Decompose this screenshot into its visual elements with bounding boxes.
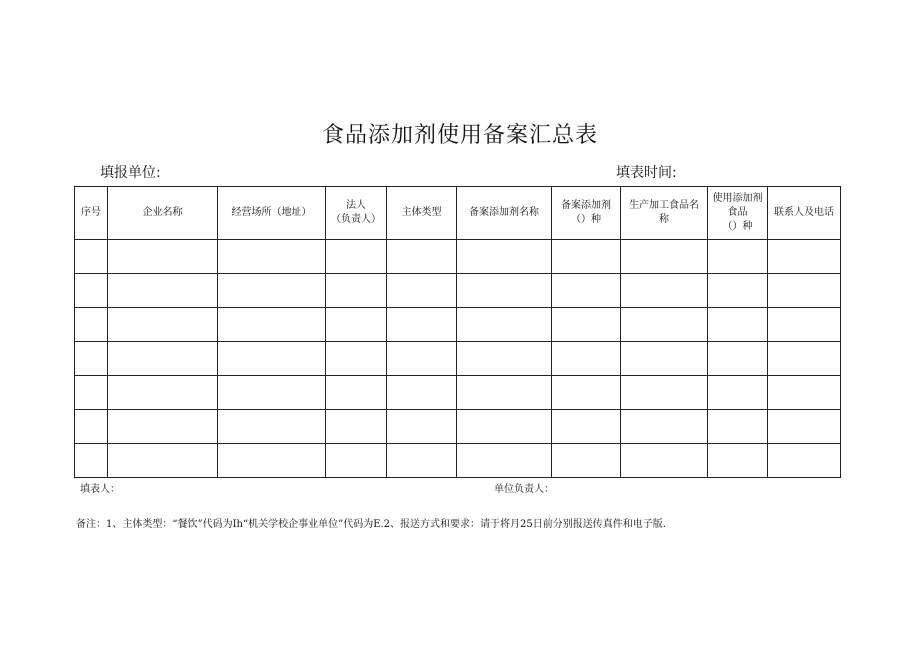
table-cell[interactable] xyxy=(326,444,387,478)
column-header xyxy=(768,187,841,240)
column-header xyxy=(75,187,108,240)
table-cell[interactable] xyxy=(326,342,387,376)
table-cell[interactable] xyxy=(75,376,108,410)
table-cell[interactable] xyxy=(457,274,552,308)
table-cell[interactable] xyxy=(621,342,708,376)
table-cell[interactable] xyxy=(768,444,841,478)
table-cell[interactable] xyxy=(552,342,621,376)
table-cell[interactable] xyxy=(108,444,218,478)
table-cell[interactable] xyxy=(387,444,457,478)
table-cell[interactable] xyxy=(708,240,768,274)
fill-time-label: 填表时间: xyxy=(616,165,677,181)
table-cell[interactable] xyxy=(218,410,326,444)
table-cell[interactable] xyxy=(552,240,621,274)
column-header-line: （）种 xyxy=(571,214,601,225)
table-cell[interactable] xyxy=(108,410,218,444)
table-cell[interactable] xyxy=(621,240,708,274)
table-cell[interactable] xyxy=(326,376,387,410)
table-cell[interactable] xyxy=(708,410,768,444)
table-cell[interactable] xyxy=(768,274,841,308)
column-header xyxy=(708,187,768,240)
table-cell[interactable] xyxy=(457,342,552,376)
filler-label: 填表人： xyxy=(80,484,120,495)
table-cell[interactable] xyxy=(218,444,326,478)
table-cell[interactable] xyxy=(326,274,387,308)
table-cell[interactable] xyxy=(387,376,457,410)
column-header-line: 备案添加剂名称 xyxy=(469,207,539,218)
record-table xyxy=(74,186,841,478)
table-cell[interactable] xyxy=(621,444,708,478)
table-cell[interactable] xyxy=(621,376,708,410)
table-cell[interactable] xyxy=(75,342,108,376)
column-header-line: 法人 xyxy=(346,200,366,211)
table-cell[interactable] xyxy=(387,342,457,376)
column-header-line: 食品 xyxy=(727,207,748,218)
column-header-line: 主体类型 xyxy=(401,207,442,218)
table-cell[interactable] xyxy=(218,342,326,376)
leader-label: 单位负责人： xyxy=(494,484,554,495)
table-cell[interactable] xyxy=(387,274,457,308)
table-cell[interactable] xyxy=(108,274,218,308)
table-row xyxy=(75,342,841,376)
table-cell[interactable] xyxy=(218,308,326,342)
table-row xyxy=(75,444,841,478)
table-cell[interactable] xyxy=(708,376,768,410)
table-cell[interactable] xyxy=(768,342,841,376)
table-row xyxy=(75,308,841,342)
table-cell[interactable] xyxy=(108,240,218,274)
column-header-line: 称 xyxy=(659,214,669,225)
table-cell[interactable] xyxy=(552,444,621,478)
column-header-line: 企业名称 xyxy=(142,207,183,218)
column-header xyxy=(108,187,218,240)
table-cell[interactable] xyxy=(75,444,108,478)
column-header-line: 备案添加剂 xyxy=(561,200,611,211)
table-cell[interactable] xyxy=(326,308,387,342)
column-header xyxy=(552,187,621,240)
remark-note: 备注：1、主体类型：“餐饮”代码为Ih“机关学校企事业单位”代码为E.2、报送方式和要求：请于将月25日前分别报送传真件和电子版. xyxy=(76,519,666,530)
column-header xyxy=(457,187,552,240)
fill-unit-label: 填报单位: xyxy=(100,165,161,181)
table-cell[interactable] xyxy=(218,274,326,308)
column-header xyxy=(387,187,457,240)
table-cell[interactable] xyxy=(768,410,841,444)
table-cell[interactable] xyxy=(75,240,108,274)
table-cell[interactable] xyxy=(457,240,552,274)
table-cell[interactable] xyxy=(457,410,552,444)
table-cell[interactable] xyxy=(552,410,621,444)
table-cell[interactable] xyxy=(552,308,621,342)
table-row xyxy=(75,240,841,274)
table-cell[interactable] xyxy=(108,308,218,342)
table-cell[interactable] xyxy=(326,410,387,444)
table-cell[interactable] xyxy=(768,308,841,342)
table-cell[interactable] xyxy=(108,376,218,410)
table-cell[interactable] xyxy=(708,444,768,478)
table-cell[interactable] xyxy=(621,308,708,342)
column-header xyxy=(326,187,387,240)
table-cell[interactable] xyxy=(218,376,326,410)
column-header xyxy=(218,187,326,240)
column-header-line: 生产加工食品名 xyxy=(629,200,699,211)
table-cell[interactable] xyxy=(326,240,387,274)
column-header-line: 使用添加剂 xyxy=(712,193,763,204)
table-body xyxy=(75,240,841,478)
table-header-row xyxy=(75,187,841,240)
table-cell[interactable] xyxy=(621,410,708,444)
column-header xyxy=(621,187,708,240)
column-header-line: 联系人及电话 xyxy=(774,207,834,218)
table-cell[interactable] xyxy=(457,308,552,342)
column-header-line: （）种 xyxy=(722,221,753,232)
table-cell[interactable] xyxy=(708,342,768,376)
table-cell[interactable] xyxy=(218,240,326,274)
table-cell[interactable] xyxy=(75,274,108,308)
column-header-line: （负责人） xyxy=(331,214,381,225)
table-cell[interactable] xyxy=(75,308,108,342)
table-cell[interactable] xyxy=(387,308,457,342)
table-cell[interactable] xyxy=(457,376,552,410)
table-cell[interactable] xyxy=(75,410,108,444)
table-row xyxy=(75,376,841,410)
table-cell[interactable] xyxy=(457,444,552,478)
table-cell[interactable] xyxy=(708,308,768,342)
page-title: 食品添加剂使用备案汇总表 xyxy=(321,123,598,148)
table-cell[interactable] xyxy=(708,274,768,308)
table-cell[interactable] xyxy=(387,410,457,444)
table-row xyxy=(75,274,841,308)
table-cell[interactable] xyxy=(387,240,457,274)
table-cell[interactable] xyxy=(768,240,841,274)
table-cell[interactable] xyxy=(108,342,218,376)
column-header-line: 序号 xyxy=(81,207,101,218)
table-cell[interactable] xyxy=(552,376,621,410)
table-cell[interactable] xyxy=(621,274,708,308)
table-cell[interactable] xyxy=(552,274,621,308)
table-cell[interactable] xyxy=(768,376,841,410)
column-header-line: 经营场所（地址） xyxy=(231,207,312,218)
table-row xyxy=(75,410,841,444)
